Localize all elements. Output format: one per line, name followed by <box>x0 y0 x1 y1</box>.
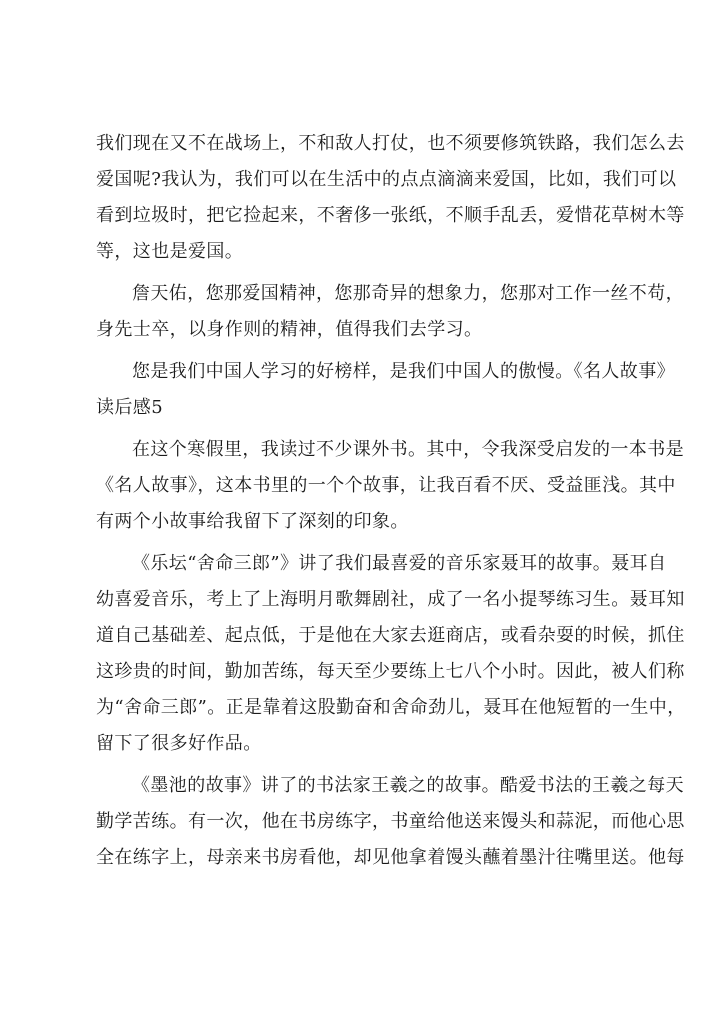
text-line: 有两个小故事给我留下了深刻的印象。 <box>96 511 409 532</box>
text-line: 您是我们中国人学习的好榜样，是我们中国人的傲慢。《名人故事》 <box>132 361 675 382</box>
text-line: 《名人故事》，这本书里的一个个故事，让我百看不厌、受益匪浅。其中 <box>96 475 676 496</box>
paragraph <box>96 432 684 540</box>
text-line: 《乐坛“舍命三郎”》讲了我们最喜爱的音乐家聂耳的故事。聂耳自 <box>132 553 667 574</box>
text-line: 我们现在又不在战场上，不和敌人打仗，也不须要修筑铁路，我们怎么去 <box>96 133 685 154</box>
text-line: 为“舍命三郎”。正是靠着这股勤奋和舍命劲儿，聂耳在他短暂的一生中， <box>96 697 686 718</box>
text-line: 看到垃圾时，把它捡起来，不奢侈一张纸，不顺手乱丢，爱惜花草树木等 <box>96 205 685 226</box>
text-line: 留下了很多好作品。 <box>96 733 262 754</box>
text-line: 等，这也是爱国。 <box>96 241 244 262</box>
text-line: 《墨池的故事》讲了的书法家王羲之的故事。酷爱书法的王羲之每天 <box>132 775 684 796</box>
text-line: 幼喜爱音乐，考上了上海明月歌舞剧社，成了一名小提琴练习生。聂耳知 <box>96 589 685 610</box>
text-line: 全在练字上，母亲来书房看他，却见他拿着馒头蘸着墨汁往嘴里送。他每 <box>96 847 685 868</box>
text-line: 詹天佑，您那爱国精神，您那奇异的想象力，您那对工作一丝不苟， <box>132 283 684 304</box>
paragraph <box>96 546 686 762</box>
section-heading: 读后感5 <box>96 397 164 418</box>
text-line: 在这个寒假里，我读过不少课外书。其中，令我深受启发的一本书是 <box>132 439 684 460</box>
paragraph <box>96 126 685 270</box>
text-line: 道自己基础差、起点低，于是他在大家去逛商店，或看杂耍的时候，抓住 <box>96 625 685 646</box>
document-page <box>96 126 686 876</box>
paragraph <box>96 354 675 426</box>
paragraph <box>96 276 684 348</box>
text-line: 爱国呢?我认为，我们可以在生活中的点点滴滴来爱国，比如，我们可以 <box>96 169 677 190</box>
paragraph <box>96 768 685 876</box>
text-line: 勤学苦练。有一次，他在书房练字，书童给他送来馒头和蒜泥，而他心思 <box>96 811 685 832</box>
text-line: 这珍贵的时间，勤加苦练，每天至少要练上七八个小时。因此，被人们称 <box>96 661 685 682</box>
text-line: 身先士卒，以身作则的精神，值得我们去学习。 <box>96 319 483 340</box>
